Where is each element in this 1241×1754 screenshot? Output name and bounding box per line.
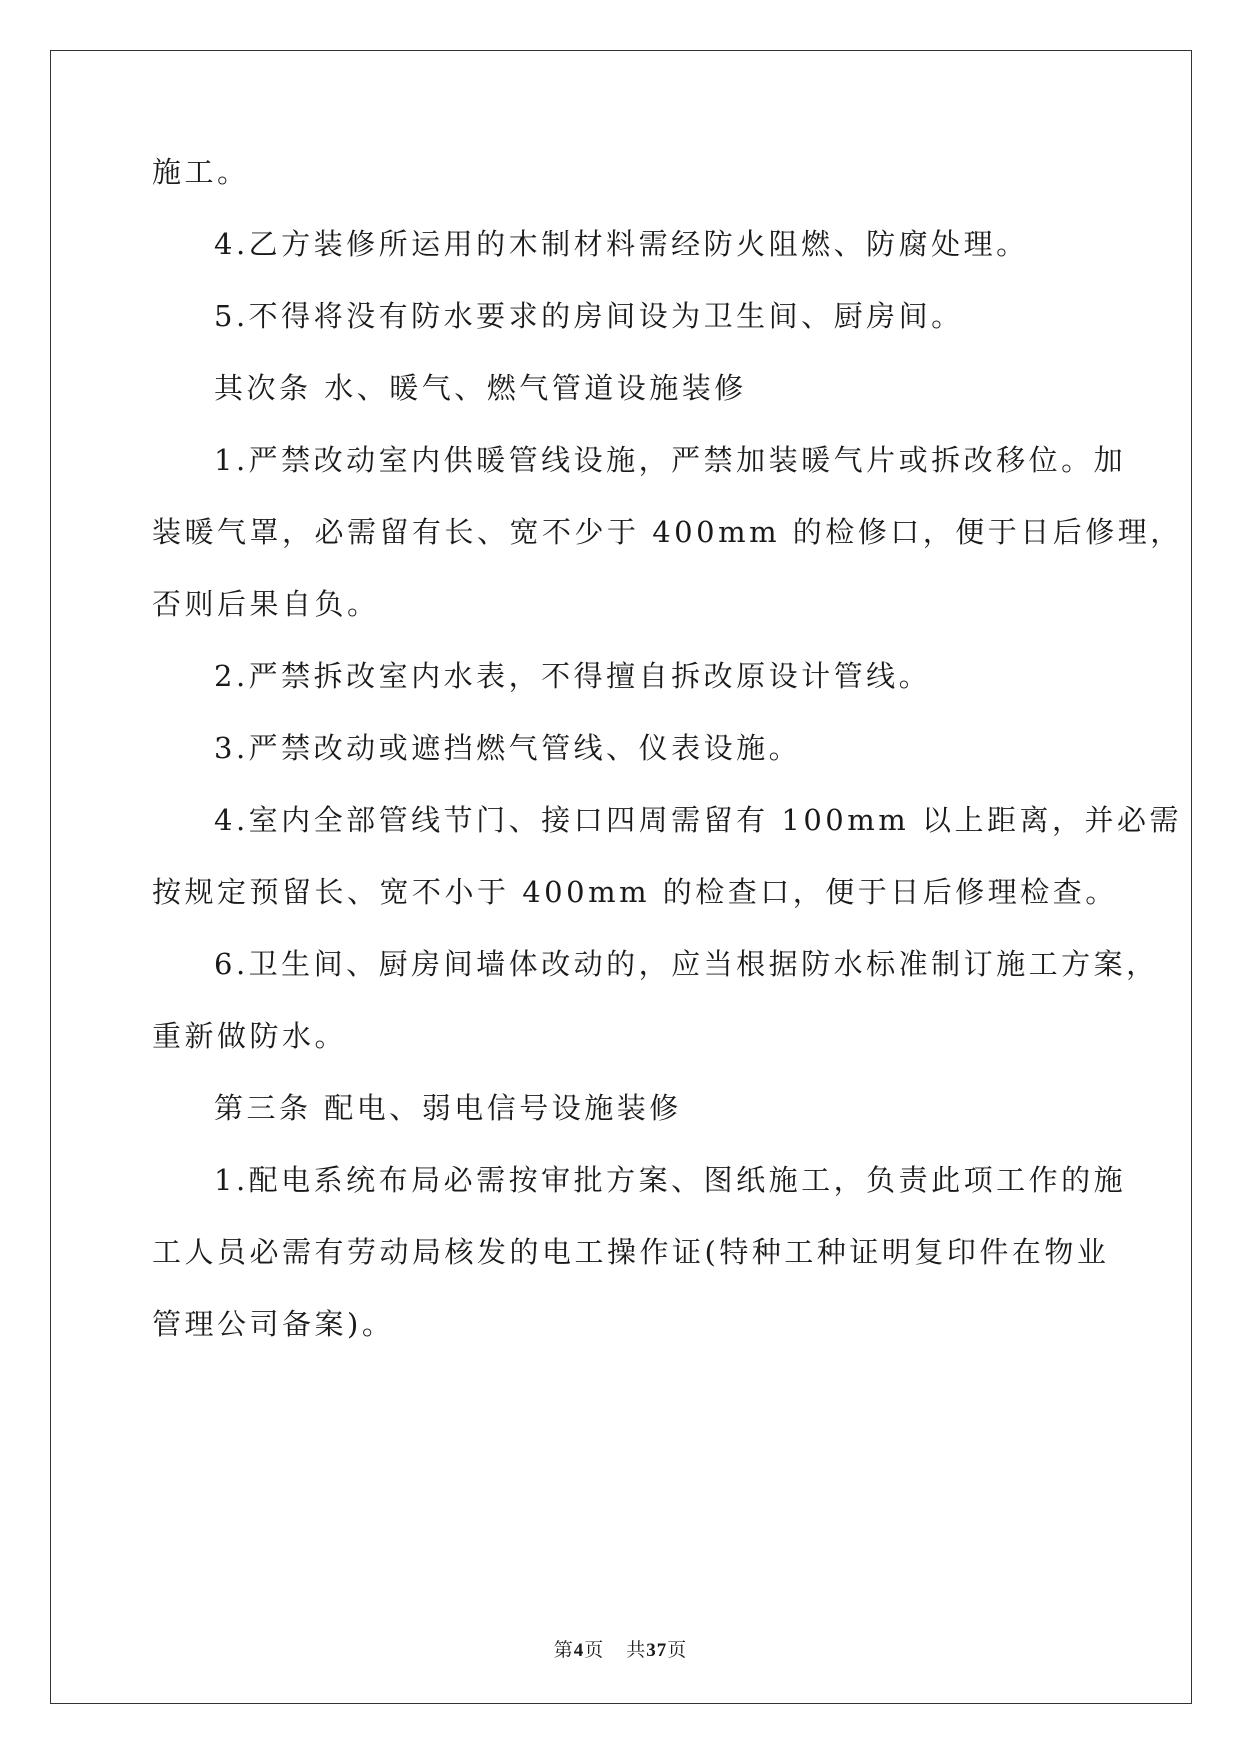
paragraph-line: 4.乙方装修所运用的木制材料需经防火阻燃、防腐处理。: [214, 227, 1029, 261]
paragraph-line: 2.严禁拆改室内水表，不得擅自拆改原设计管线。: [214, 659, 932, 693]
page-suffix: 页: [584, 1640, 605, 1661]
paragraph-line: 按规定预留长、宽不小于 400mm 的检查口，便于日后修理检查。: [152, 875, 1118, 909]
paragraph-line: 装暖气罩，必需留有长、宽不少于 400mm 的检修口，便于日后修理，: [152, 515, 1183, 549]
paragraph-line: 1.严禁改动室内供暖管线设施，严禁加装暖气片或拆改移位。加: [214, 443, 1127, 477]
total-pages: 37: [646, 1640, 668, 1661]
paragraph-line: 否则后果自负。: [152, 587, 380, 621]
paragraph-line: 工人员必需有劳动局核发的电工操作证(特种工种证明复印件在物业: [152, 1235, 1110, 1269]
paragraph-line: 管理公司备案)。: [152, 1307, 395, 1341]
total-suffix: 页: [667, 1640, 688, 1661]
paragraph-line: 重新做防水。: [152, 1019, 348, 1053]
paragraph-line: 3.严禁改动或遮挡燃气管线、仪表设施。: [214, 731, 802, 765]
section-heading: 其次条 水、暖气、燃气管道设施装修: [214, 371, 747, 405]
paragraph-line: 施工。: [152, 155, 250, 189]
paragraph-line: 1.配电系统布局必需按审批方案、图纸施工，负责此项工作的施: [214, 1163, 1127, 1197]
page-number: 4: [573, 1640, 585, 1661]
total-prefix: 共: [626, 1640, 647, 1661]
paragraph-line: 4.室内全部管线节门、接口四周需留有 100mm 以上距离，并必需: [214, 803, 1182, 837]
page-prefix: 第: [553, 1640, 574, 1661]
page-footer: [0, 1635, 1241, 1662]
paragraph-line: 5.不得将没有防水要求的房间设为卫生间、厨房间。: [214, 299, 964, 333]
section-heading: 第三条 配电、弱电信号设施装修: [214, 1091, 682, 1125]
paragraph-line: 6.卫生间、厨房间墙体改动的，应当根据防水标准制订施工方案，: [214, 947, 1159, 981]
